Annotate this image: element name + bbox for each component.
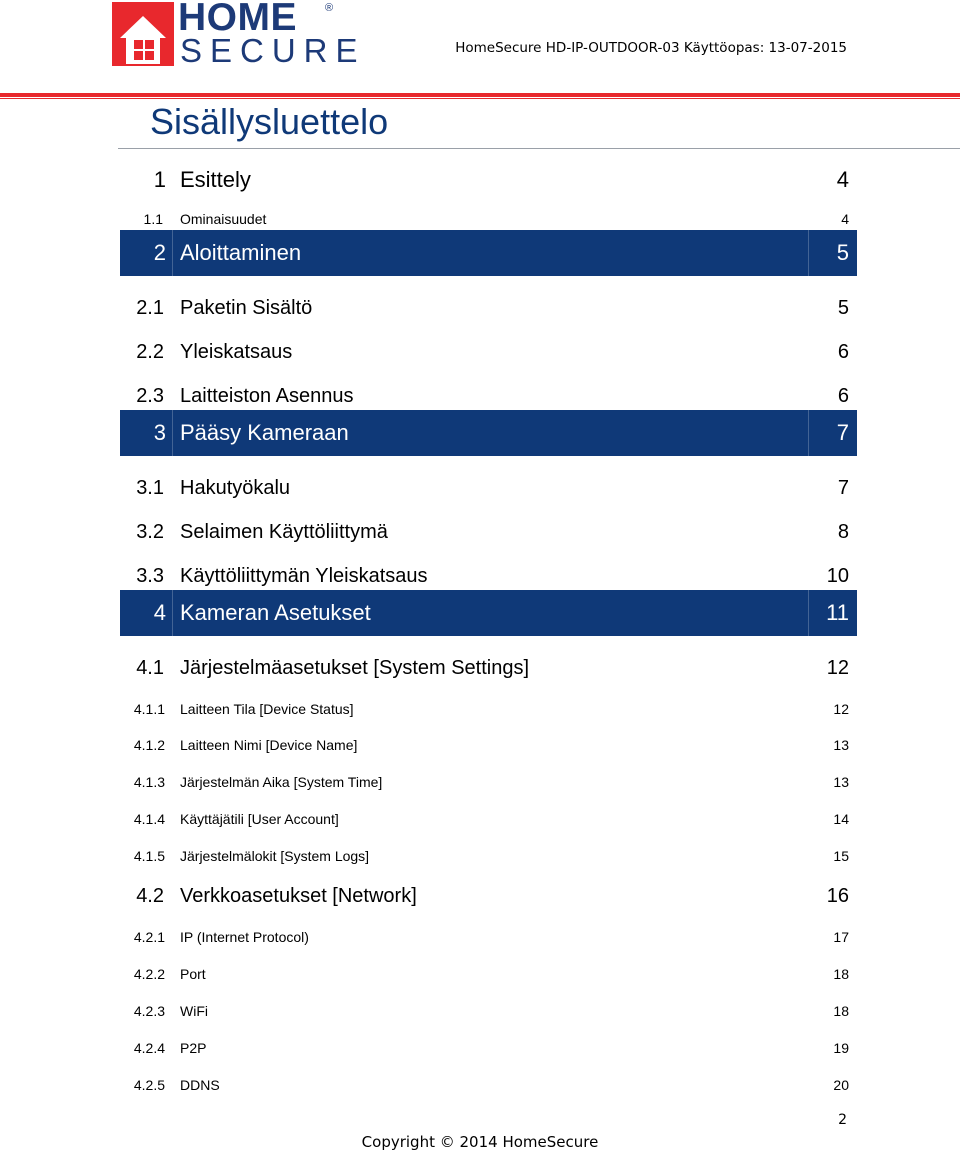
toc-page-number: 16: [826, 885, 849, 907]
toc-label: Ominaisuudet: [180, 211, 267, 227]
toc-label: Järjestelmän Aika [System Time]: [180, 774, 383, 790]
document-reference: HomeSecure HD-IP-OUTDOOR-03 Käyttöopas: 13-07-2015: [455, 40, 847, 56]
toc-label: Yleiskatsaus: [180, 341, 293, 363]
toc-number: 4.2.2: [133, 966, 165, 982]
toc-number: 4.2.4: [133, 1040, 165, 1056]
toc-label: Järjestelmälokit [System Logs]: [180, 848, 370, 864]
toc-number: 4.2.5: [133, 1077, 165, 1093]
toc-row[interactable]: [120, 999, 857, 1023]
toc-page-number: 15: [833, 848, 849, 864]
toc-label: Laitteiston Asennus: [180, 385, 354, 407]
highlight-divider: [808, 410, 809, 456]
toc-label: Esittely: [180, 167, 251, 192]
toc-number: 4.2.1: [133, 929, 165, 945]
toc-number: 4.1.1: [133, 701, 165, 717]
toc-title: Sisällysluettelo: [150, 101, 389, 142]
toc-row[interactable]: [120, 770, 857, 794]
toc-label: P2P: [180, 1040, 207, 1056]
toc-label: Port: [180, 966, 206, 982]
toc-number: 3.3: [136, 565, 164, 587]
toc-number: 1: [153, 167, 166, 192]
toc-label: Käyttäjätili [User Account]: [180, 811, 339, 827]
toc-page-number: 12: [826, 657, 849, 679]
toc-number: 4.1.2: [133, 737, 165, 753]
toc-number: 3: [153, 420, 166, 445]
highlight-divider: [172, 590, 173, 636]
page-number: 2: [838, 1112, 847, 1128]
toc-page-number: 18: [833, 966, 849, 982]
toc-page-number: 4: [841, 211, 849, 227]
toc-page-number: 4: [836, 167, 849, 192]
toc-number: 4.1.4: [133, 811, 165, 827]
toc-number: 4: [153, 600, 166, 625]
toc-page-number: 19: [833, 1040, 849, 1056]
toc-page-number: 11: [826, 600, 849, 625]
toc-label: Laitteen Nimi [Device Name]: [180, 737, 358, 753]
toc-number: 4.2: [136, 885, 164, 907]
toc-row[interactable]: [120, 807, 857, 831]
toc-page-number: 18: [833, 1003, 849, 1019]
toc-label: DDNS: [180, 1077, 220, 1093]
toc-row[interactable]: [120, 962, 857, 986]
toc-row[interactable]: [120, 881, 857, 911]
toc-row[interactable]: [120, 733, 857, 757]
toc-page-number: 17: [833, 929, 849, 945]
toc-label: Laitteen Tila [Device Status]: [180, 701, 354, 717]
toc-page-number: 6: [837, 341, 849, 363]
footer-copyright: Copyright © 2014 HomeSecure: [361, 1133, 599, 1151]
toc-number: 1.1: [143, 211, 163, 227]
toc-number: 2: [153, 240, 166, 265]
toc-label: Käyttöliittymän Yleiskatsaus: [180, 565, 428, 587]
toc-page-number: 13: [833, 737, 849, 753]
toc-number: 2.1: [136, 297, 164, 319]
toc-label: Kameran Asetukset: [180, 600, 371, 625]
toc-number: 4.1.5: [133, 848, 165, 864]
toc-row[interactable]: [120, 473, 857, 503]
logo-home-text: HOME: [178, 0, 297, 39]
toc-label: Selaimen Käyttöliittymä: [180, 521, 388, 543]
toc-row[interactable]: [120, 844, 857, 868]
toc-label: Aloittaminen: [180, 240, 302, 265]
toc-row[interactable]: [120, 561, 857, 591]
toc-page-number: 7: [837, 477, 849, 499]
toc-page-number: 7: [836, 420, 849, 445]
toc-page-number: 5: [837, 297, 849, 319]
toc-row[interactable]: [120, 697, 857, 721]
toc-number: 4.1: [136, 657, 164, 679]
toc-page-number: 10: [826, 565, 849, 587]
toc-number: 4.2.3: [133, 1003, 165, 1019]
toc-chapter-row[interactable]: [120, 590, 857, 636]
highlight-divider: [172, 230, 173, 276]
toc-label: IP (Internet Protocol): [180, 929, 309, 945]
toc-row[interactable]: [120, 925, 857, 949]
toc-label: Paketin Sisältö: [180, 297, 313, 319]
toc-label: Hakutyökalu: [180, 477, 291, 499]
toc-page-number: 6: [837, 385, 849, 407]
toc-number: 3.2: [136, 521, 164, 543]
toc-chapter-row[interactable]: [120, 410, 857, 456]
toc-row[interactable]: [120, 653, 857, 683]
highlight-divider: [808, 230, 809, 276]
toc-row[interactable]: [120, 337, 857, 367]
toc-page-number: 20: [833, 1077, 849, 1093]
toc-row[interactable]: [120, 381, 857, 411]
toc-label: Järjestelmäasetukset [System Settings]: [180, 657, 530, 679]
title-rule: [118, 148, 960, 149]
toc-number: 4.1.3: [133, 774, 165, 790]
toc-page-number: 13: [833, 774, 849, 790]
toc-label: Verkkoasetukset [Network]: [180, 885, 417, 907]
toc-number: 3.1: [136, 477, 164, 499]
toc-number: 2.3: [136, 385, 164, 407]
logo-registered-mark: ®: [325, 2, 334, 14]
toc-label: WiFi: [180, 1003, 208, 1019]
toc-label: Pääsy Kameraan: [180, 420, 349, 445]
toc-page-number: 14: [833, 811, 849, 827]
toc-page-number: 12: [833, 701, 849, 717]
highlight-divider: [808, 590, 809, 636]
toc-row[interactable]: [120, 1073, 857, 1097]
homesecure-logo: [112, 0, 366, 69]
header-rule-thin: [0, 98, 960, 99]
toc-chapter-row[interactable]: [120, 230, 857, 276]
logo-secure-text: SECURE: [180, 32, 366, 69]
highlight-divider: [172, 410, 173, 456]
house-logo-icon: [112, 2, 174, 66]
toc-row[interactable]: [120, 157, 857, 203]
toc-page-number: 5: [836, 240, 849, 265]
toc-number: 2.2: [136, 341, 164, 363]
toc-row[interactable]: [120, 293, 857, 323]
toc-page-number: 8: [837, 521, 849, 543]
toc-row[interactable]: [120, 207, 857, 231]
toc-row[interactable]: [120, 517, 857, 547]
toc-row[interactable]: [120, 1036, 857, 1060]
header-rule-red: [0, 93, 960, 97]
